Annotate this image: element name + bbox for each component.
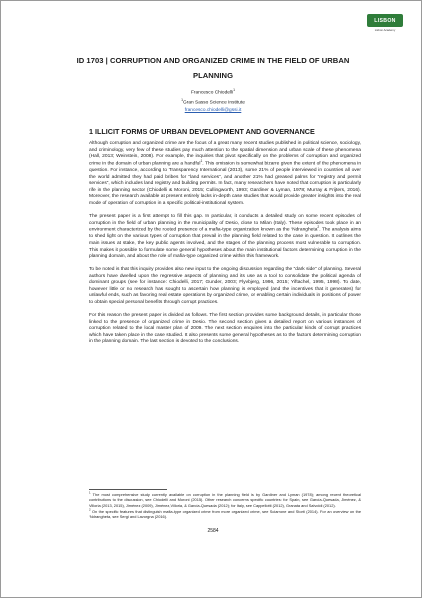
author-affiliation: $^1$Gran Sasso Science Institute [181, 98, 245, 106]
logo-subtitle: Lisbon Academy [374, 28, 396, 32]
footnote-divider [89, 489, 167, 490]
footnote-ref-1[interactable]: 1 [200, 158, 203, 163]
body-text [89, 141, 361, 352]
footnote-1: $^1$ The most comprehensive study currently available on corruption in the planning field is by Gardiner and Lyman (1978); among recent theoretical contributions to the discussion, see Chiodelli and Moroni (2015). Other research concerns specific countries: for Spain, see García-Quesada, Jiménez, & Villoria (2013, 2015), Jiménez (2009), Jiménez,Villoria, & García-Quesada (2012); for Italy, see Cappellotti (2012), Granata and Salvoldi (2012). [89, 490, 361, 508]
page-number: 2584 [207, 528, 219, 534]
footnote-2: $^2$ On the specific features that distinguish mafia-type organized crime from more organized crime, see Sciarrone and Storti (2014). For an overview on the ‘Ndrangheta, see Sergi and Lavorgna (2016). [89, 507, 361, 520]
footnote-ref-2[interactable]: 2 [317, 225, 320, 230]
paragraph-2: The present paper is a first attempt to fill this gap. In particular, it conducts a detailed study on some recent episodes of corruption in the field of urban planning in the municipality of Desio, close to Milan (Italy). These episodes took place in an environment characterized by the rooted presence of a mafia-type organization known as the ‘Ndrangheta$^2$. The analysis aims to shed light on the various types of corruption that prevail in the planning field related to the case in question. It outlines the main issues at stake, the key public agents involved, and the stages of the planning process most vulnerable to corruption. This makes it possible to formulate some general hypotheses about the main institutional factors determining corruption in the planning domain, and about the role of mafia-type organized crime within this framework. [89, 213, 361, 260]
paragraph-4: For this reason the present paper is divided as follows. The first section provides some background details, in particular those linked to the presence of organized crime in Desio. The second section gives a detailed report on various instances of corruption related to the local master plan of 2009. The next section enquires into the particular kinds of corrupt practices which have taken place in the case studied. It also presents some general hypotheses as to the factors determining corruption in the planning domain. The last section is devoted to the conclusions. [89, 313, 361, 345]
section-heading: 1 ILLICIT FORMS OF URBAN DEVELOPMENT AND GOVERNANCE [89, 127, 315, 136]
paragraph-1: Although corruption and organized crime are the focus of a great many recent studies published in political science, sociology, and criminology, very few of these studies pay much attention to the spatial dimension and urban scale of these phenomena (Hall, 2013; Weinstein, 2008). For example, the inquiries that pivot specifically on the problems of corruption and organized crime in the domain of urban planning are a handful$^1$. This omission is somewhat bizarre given the extent of the phenomena in question. For instance, according to Transparency International (2013), some 21% of people interviewed in countries all over the world admitted they had paid bribes for “land services”, and another 21% had greased palms for “registry and permit services”, which includes land registry and building permits. In fact, many researchers have noted that corruption is particularly rife in the planning sector (Chiodelli & Moroni, 2015; Cullingworth, 1993; Gardiner & Lyman, 1978; Murray & Frijters, 2016). Moreover, the research available at present entirely lacks in-depth case studies that would provide greater insights into the real mode of operation of corruption in a specific political-institutional system. [89, 141, 362, 206]
conference-logo [366, 14, 404, 36]
logo-badge: LISBON [367, 14, 403, 27]
paragraph-3: To be noted is that this inquiry provides also new input to the ongoing discussion regarding the “dark side” of planning. Several authors have dwelled upon the regressive aspects of planning and its use as a tool to consolidate the political agenda of dominant groups (see for instance: Chiodelli, 2017; Gunder, 2003; Flyvbjerg, 1996, 2015; Yiftachel, 1995, 1998). To date, however little or no research has sought to ascertain how planning is employed (and the incentives that it generates) for unlawful ends, such as favoring real estate operations by organized crime, or enabling certain individuals in positions of power to obtain special personal benefits through corrupt practices. [89, 267, 361, 306]
author-email[interactable]: francesco.chiodelli@gssi.it [184, 107, 242, 113]
author-block [101, 87, 325, 114]
paper-title: ID 1703 | CORRUPTION AND ORGANIZED CRIME IN THE FIELD OF URBAN PLANNING [76, 56, 350, 80]
author-name: Francesco Chiodelli$^1$ [190, 88, 236, 96]
footnotes [89, 492, 361, 521]
